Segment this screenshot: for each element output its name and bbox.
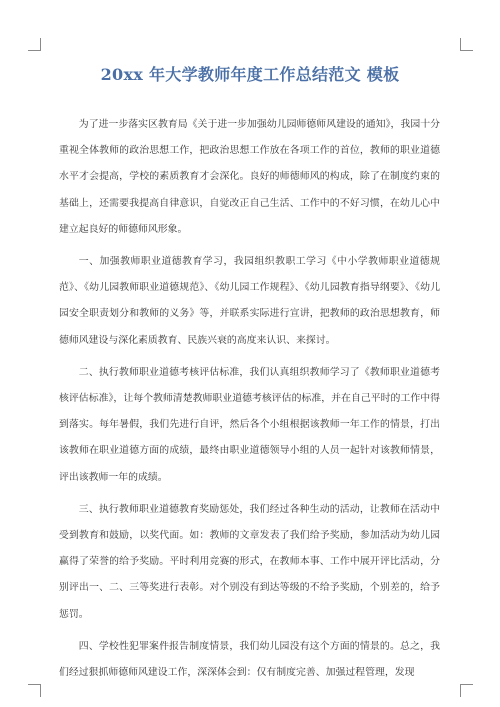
paragraph-section-2: 二、执行教师职业道德考核评估标准，我们认真组织教师学习了《教师职业道德考核评估标准》，让每个教师清楚教师职业道德考核评估的标准，并在自己平时的工作中得到落实。每年暑假，我们先进行自评，然后各个小组根据该教师一年工作的情景，打出该教师在职业道德方面的成绩，最终由职业道德领导小组的人员一起针对该教师情景，评出该教师一年的成绩。 (59, 366, 440, 483)
crop-mark-bottom-left (28, 684, 41, 697)
crop-mark-top-left (28, 38, 41, 51)
document-body (59, 112, 440, 692)
document-title: 20xx 年大学教师年度工作总结范文 模板 (100, 65, 400, 84)
paragraph-intro: 为了进一步落实区教育局《关于进一步加强幼儿园师德师风建设的通知》，我园十分重视全体教师的政治思想工作，把政治思想工作放在各项工作的首位，教师的职业道德水平才会提高，学校的素质教育才会深化。良好的师德师风的构成，除了在制度约束的基础上，还需要我提高自律意识，自觉改正自己生活、工作中的不好习惯，在幼儿心中建立起良好的师德师风形象。 (59, 119, 440, 235)
paragraph-section-1: 一、加强教师职业道德教育学习，我园组织教职工学习《中小学教师职业道德规范》、《幼儿园教师职业道德规范》、《幼儿园工作规程》、《幼儿园教育指导纲要》、《幼儿园安全职责划分和教师的义务》等，并联系实际进行宣讲，把教师的政治思想教育，师德师风建设与深化素质教育、民族兴衰的高度来认识、来探讨。 (59, 256, 440, 346)
paragraph-section-4: 四、学校性犯罪案件报告制度情景，我们幼儿园没有这个方面的情景的。总之，我们经过狠抓师德师风建设工作，深深体会到：仅有制度完善、加强过程管理，发现 (59, 640, 440, 679)
crop-mark-top-right (460, 38, 473, 51)
crop-mark-bottom-right (460, 684, 473, 697)
paragraph-section-3: 三、执行教师职业道德教育奖励惩处，我们经过各种生动的活动，让教师在活动中受到教育和鼓励，以奖代面。如：教师的文章发表了我们给予奖励，参加活动为幼儿园赢得了荣誉的给予奖励。平时利用竞赛的形式，在教师本事、工作中展开评比活动，分别评出一、二、三等奖进行表彰。对个别没有到达等级的不给予奖励，个别差的，给予惩罚。 (59, 503, 440, 620)
